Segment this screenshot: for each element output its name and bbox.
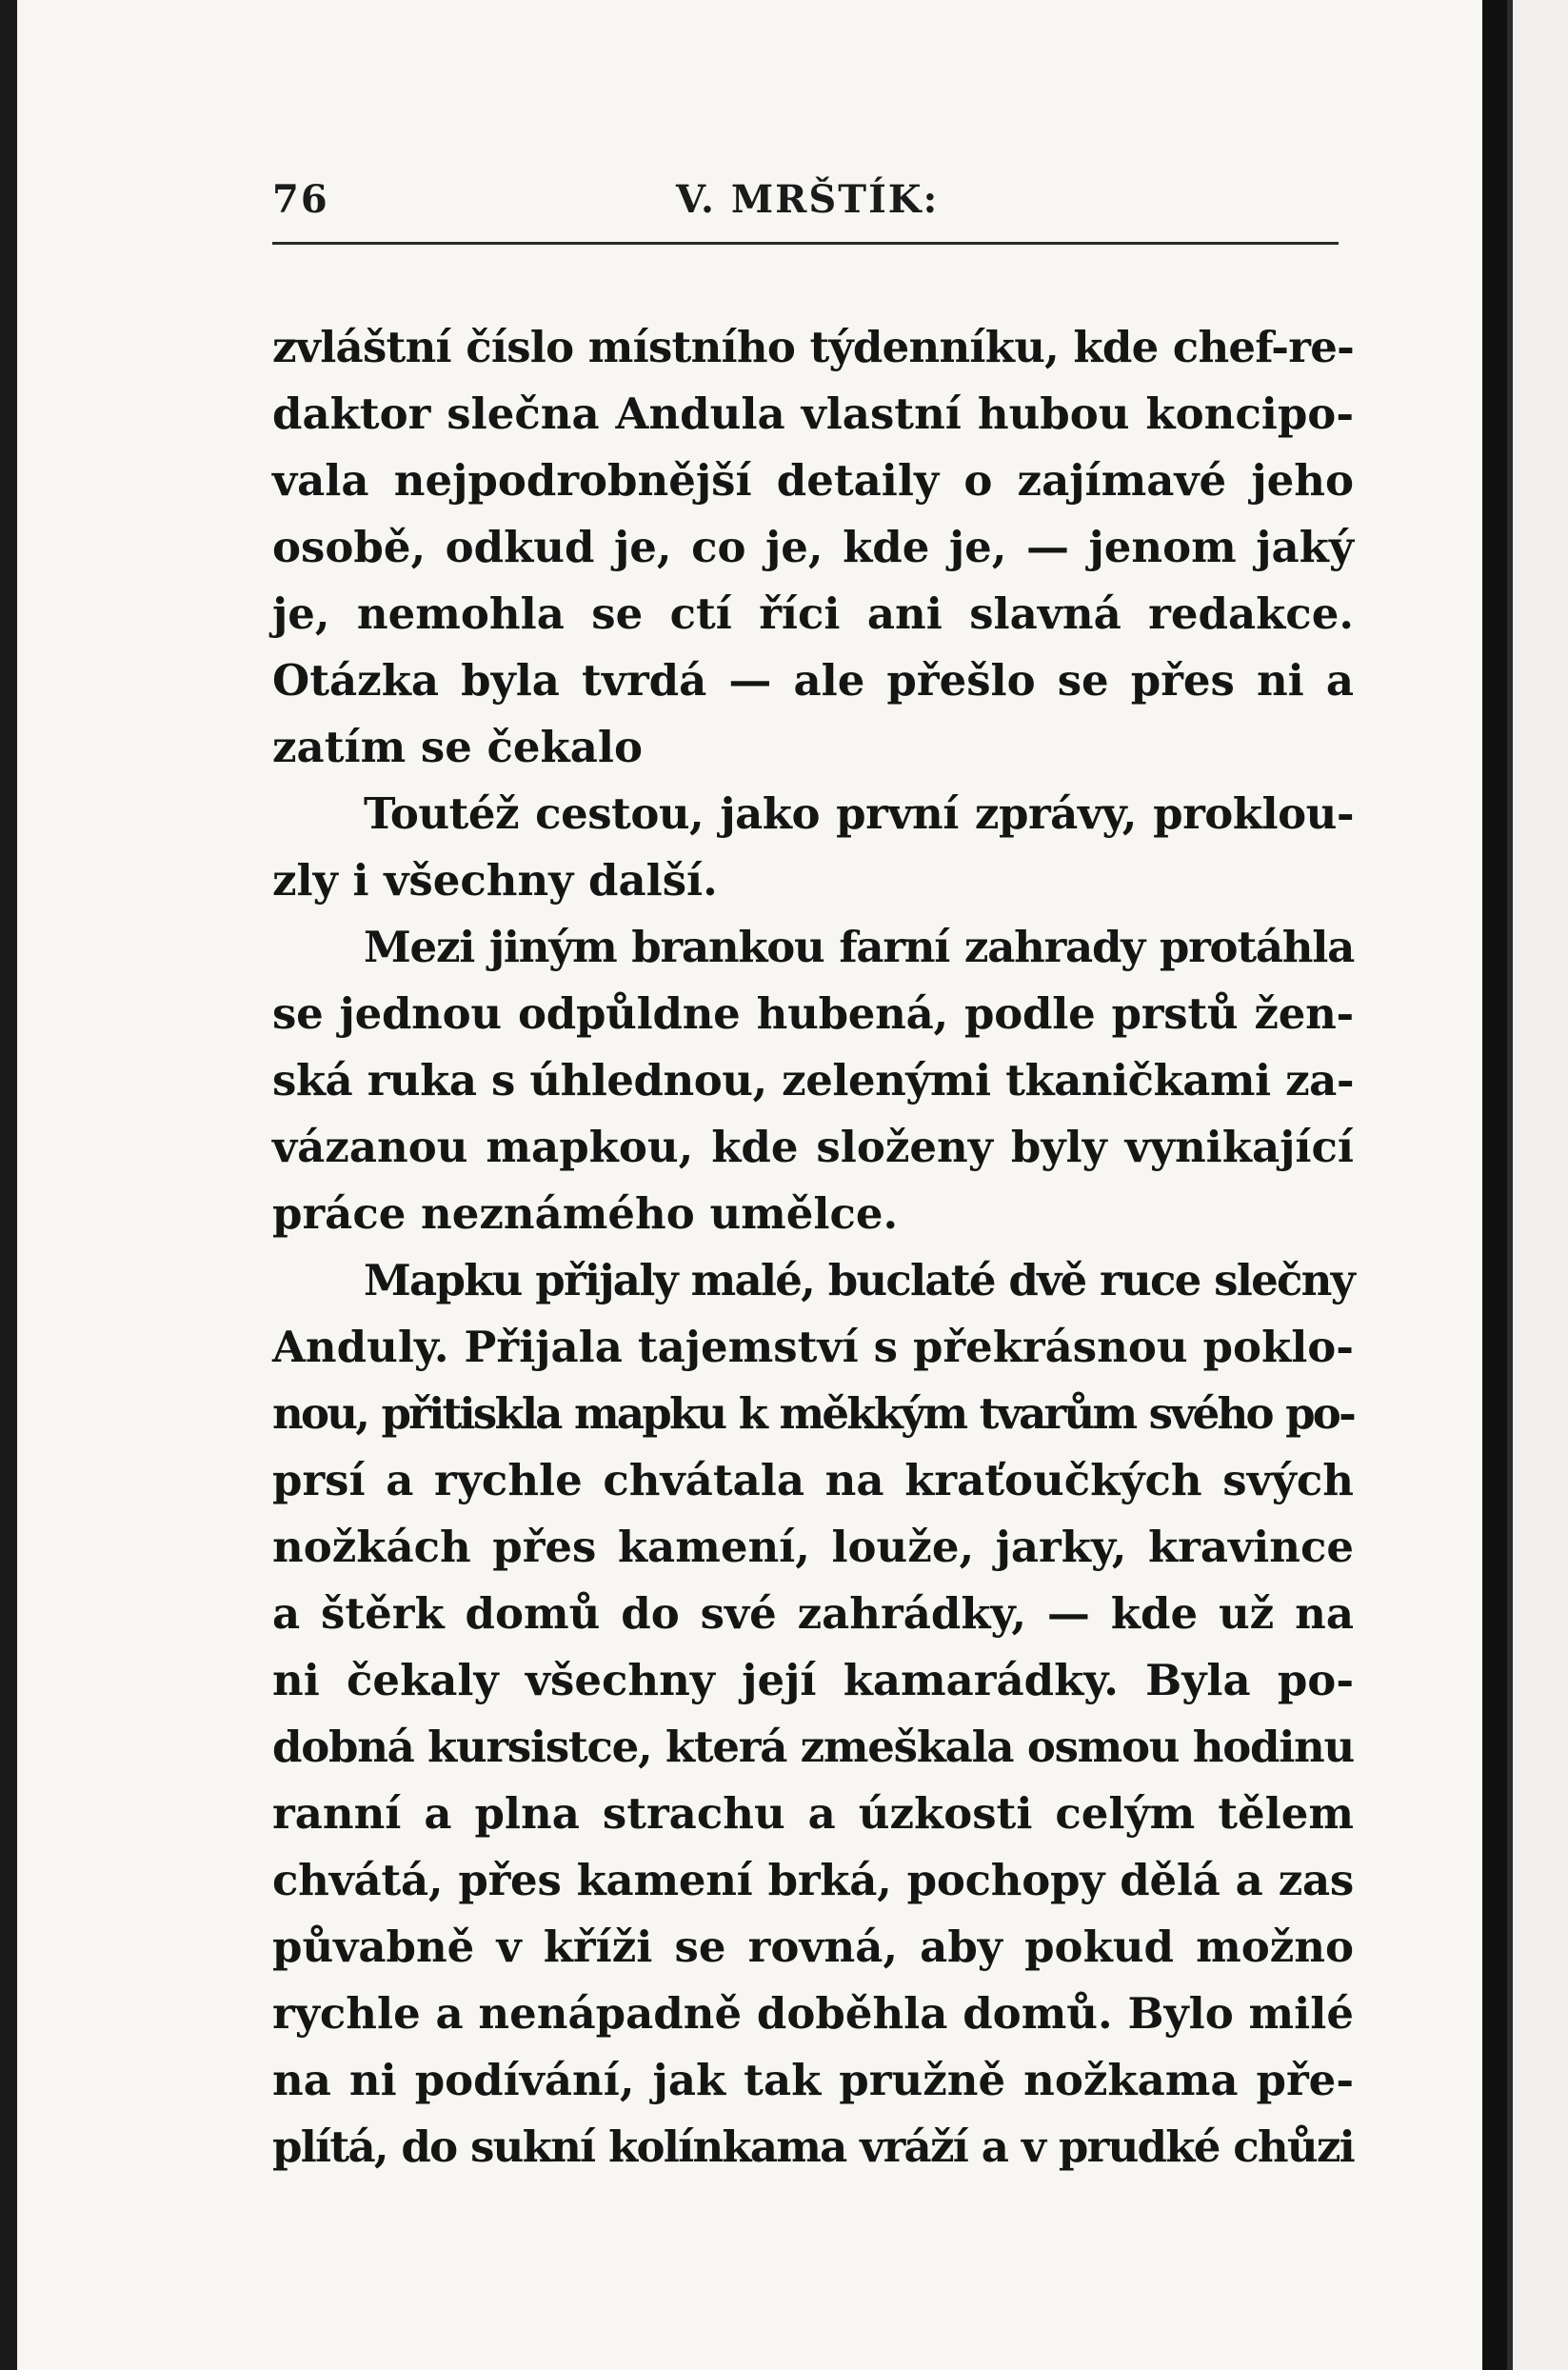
text-line: zatím se čekalo <box>272 722 643 772</box>
text-line: zvláštní číslo místního týdenníku, kde chef-re- <box>272 322 1354 372</box>
text-line: Mapku přijaly malé, buclaté dvě ruce slečny <box>364 1255 1354 1305</box>
text-line: půvabně v kříži se rovná, aby pokud možno <box>272 1922 1354 1972</box>
text-line: na ni podívání, jak tak pružně nožkama pře- <box>272 2055 1354 2105</box>
page-header <box>272 177 1339 227</box>
adjacent-page-edge <box>1507 0 1568 2370</box>
text-line: nou, přitiskla mapku k měkkým tvarům svého po- <box>272 1388 1354 1439</box>
header-rule <box>272 242 1339 245</box>
text-line: je, nemohla se ctí říci ani slavná redakce. <box>272 588 1354 639</box>
text-line: se jednou odpůldne hubená, podle prstů žen- <box>272 988 1354 1039</box>
text-line: nožkách přes kamení, louže, jarky, kravince <box>272 1522 1354 1572</box>
text-line: ni čekaly všechny její kamarádky. Byla po- <box>272 1655 1354 1705</box>
text-line: dobná kursistce, která zmeškala osmou hodinu <box>272 1722 1354 1772</box>
text-line: vala nejpodrobnější detaily o zajímavé jeho <box>272 455 1354 506</box>
text-line: Otázka byla tvrdá — ale přešlo se přes ni a <box>272 655 1354 706</box>
text-line: prsí a rychle chvátala na kraťoučkých svých <box>272 1455 1354 1505</box>
text-line: osobě, odkud je, co je, kde je, — jenom jaký <box>272 522 1354 572</box>
text-line: a štěrk domů do své zahrádky, — kde už na <box>272 1588 1354 1639</box>
text-line: chvátá, přes kamení brká, pochopy dělá a zas <box>272 1855 1354 1905</box>
text-line: vázanou mapkou, kde složeny byly vynikající <box>272 1122 1354 1172</box>
text-line: rychle a nenápadně doběhla domů. Bylo milé <box>272 1988 1354 2039</box>
scan-left-edge <box>0 0 17 2370</box>
text-line: Toutéž cestou, jako první zprávy, proklou- <box>364 788 1354 839</box>
text-line: zly i všechny další. <box>272 855 718 906</box>
text-line: Mezi jiným brankou farní zahrady protáhla <box>364 922 1354 972</box>
text-line: Anduly. Přijala tajemství s překrásnou poklo- <box>272 1322 1354 1372</box>
text-line: daktor slečna Andula vlastní hubou koncipo- <box>272 388 1354 439</box>
adjacent-page-shadow <box>1507 0 1513 2370</box>
page-number: 76 <box>272 177 329 222</box>
scan-gutter <box>1482 0 1507 2370</box>
text-line: ská ruka s úhlednou, zelenými tkaničkami za- <box>272 1055 1354 1105</box>
text-line: plítá, do sukní kolínkama vráží a v prudké chůzi <box>272 2121 1354 2172</box>
text-line: ranní a plna strachu a úzkosti celým tělem <box>272 1788 1354 1839</box>
running-head: V. MRŠTÍK: <box>676 177 940 222</box>
text-line: práce neznámého umělce. <box>272 1188 899 1239</box>
body-text <box>272 314 1354 2181</box>
